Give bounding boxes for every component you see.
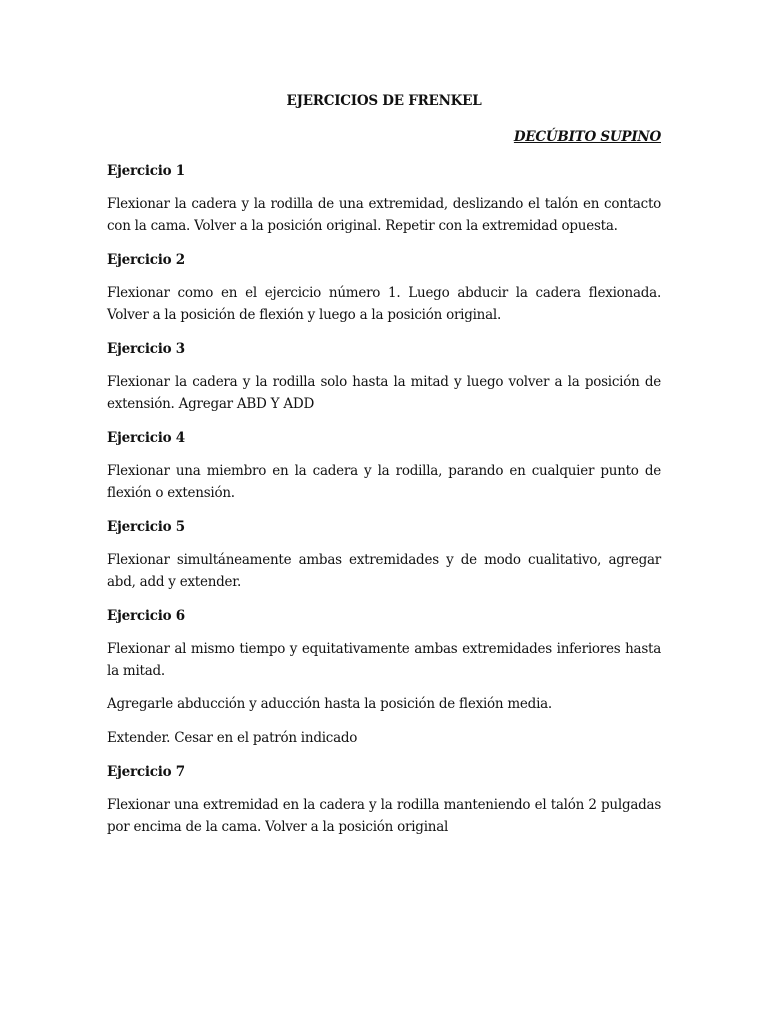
exercise-2 [107,249,661,326]
exercise-paragraph: Agregarle abducción y aducción hasta la posición de flexión media. [107,696,552,712]
exercise-6 [107,605,661,749]
exercise-heading: Ejercicio 5 [107,519,185,535]
document-title: EJERCICIOS DE FRENKEL [286,93,482,109]
exercise-heading: Ejercicio 4 [107,430,185,446]
exercise-paragraph: Flexionar una miembro en la cadera y la rodilla, parando en cualquier punto de flexión o extensión. [107,463,661,501]
exercise-heading: Ejercicio 6 [107,608,185,624]
exercise-heading: Ejercicio 1 [107,163,185,179]
exercise-paragraph: Flexionar la cadera y la rodilla de una extremidad, deslizando el talón en contacto con la cama. Volver a la posición original. Repetir con la extremidad opuesta. [107,196,661,234]
exercise-heading: Ejercicio 7 [107,764,185,780]
exercise-1 [107,160,661,237]
document-page [107,90,661,850]
exercise-5 [107,516,661,593]
exercise-7 [107,761,661,838]
exercise-3 [107,338,661,415]
exercise-paragraph: Flexionar la cadera y la rodilla solo hasta la mitad y luego volver a la posición de extensión. Agregar ABD Y ADD [107,374,661,412]
exercise-heading: Ejercicio 3 [107,341,185,357]
exercise-paragraph: Flexionar una extremidad en la cadera y la rodilla manteniendo el talón 2 pulgadas por encima de la cama. Volver a la posición original [107,797,661,835]
exercise-paragraph: Flexionar como en el ejercicio número 1. Luego abducir la cadera flexionada. Volver a la posición de flexión y luego a la posición original. [107,285,661,323]
exercise-paragraph: Flexionar al mismo tiempo y equitativamente ambas extremidades inferiores hasta la mitad. [107,641,661,679]
exercise-paragraph: Flexionar simultáneamente ambas extremidades y de modo cualitativo, agregar abd, add y extender. [107,552,661,590]
exercise-4 [107,427,661,504]
exercise-heading: Ejercicio 2 [107,252,185,268]
section-heading: DECÚBITO SUPINO [513,129,661,145]
exercise-paragraph: Extender. Cesar en el patrón indicado [107,729,358,746]
